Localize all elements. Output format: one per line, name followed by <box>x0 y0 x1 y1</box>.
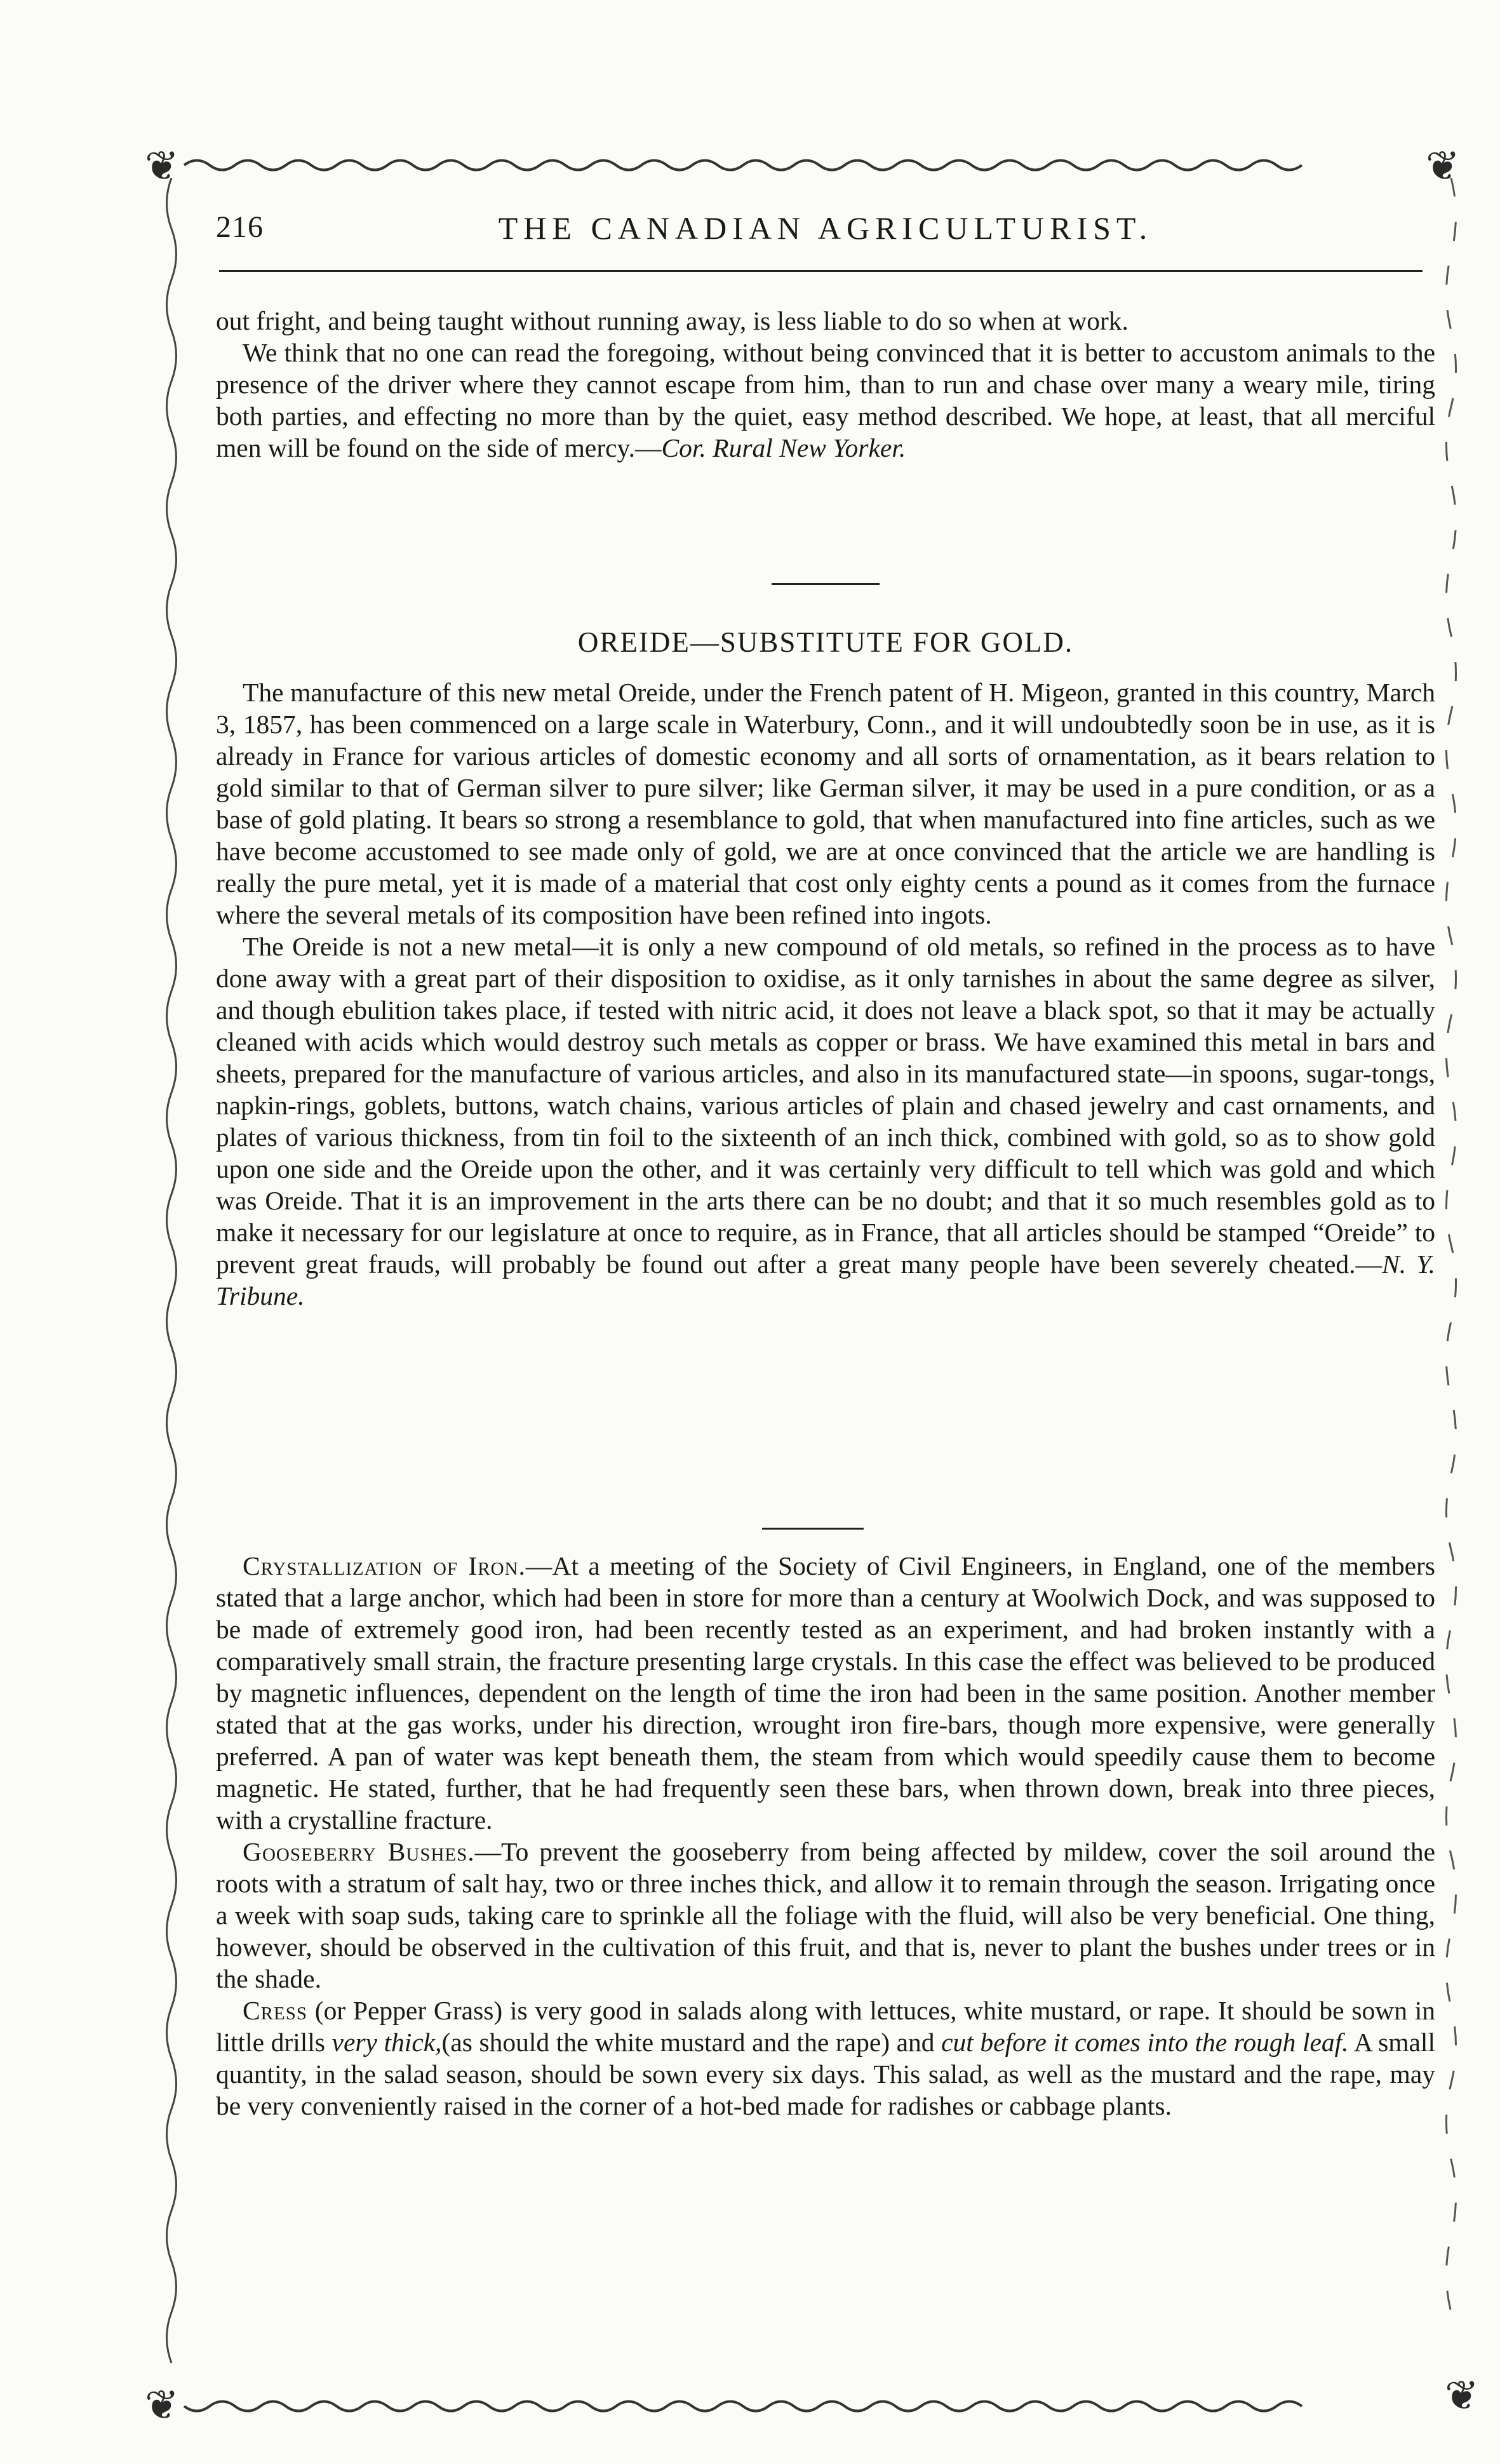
paragraph <box>216 1550 1435 1836</box>
ornament-corner-icon: ❦ <box>145 144 179 189</box>
paragraph <box>216 1995 1435 2122</box>
page-header <box>216 210 1435 260</box>
paragraph <box>216 931 1435 1312</box>
paragraph-heading: Crystallization of Iron. <box>243 1551 526 1580</box>
paragraph-italic: very thick, <box>331 2028 442 2057</box>
ornament-border-bottom <box>146 2393 1353 2419</box>
ornament-corner-icon: ❦ <box>1426 144 1460 189</box>
paragraph <box>216 337 1435 464</box>
section-divider <box>762 1528 864 1530</box>
miscellany <box>216 1550 1435 2122</box>
ornament-border-top <box>146 152 1353 178</box>
article-title: OREIDE—SUBSTITUTE FOR GOLD. <box>577 626 1074 658</box>
paragraph-text: We think that no one can read the foregoing, without being convinced that it is better to accustom animals to the presence of the driver where they cannot escape from him, than to run and chase over many a weary mile, tiring both parties, and effecting no more than by the quiet, easy method described. We hope, at least, that all merciful men will be found on the side of mercy.— <box>216 338 1435 462</box>
page-number: 216 <box>216 210 264 244</box>
header-rule <box>219 270 1423 272</box>
paragraph-heading: Cress <box>243 1996 307 2025</box>
paragraph-text: —To prevent the gooseberry from being affected by mildew, cover the soil around the roots with a stratum of salt hay, two or three inches thick, and allow it to remain through the season. Irrigating once a week with soap suds, taking care to sprinkle all the foliage with the fluid, will also be very beneficial. One thing, however, should be observed in the cultivation of this fruit, and that is, never to plant the bushes under trees or in the shade. <box>216 1837 1435 1993</box>
paragraph: The manufacture of this new metal Oreide, under the French patent of H. Migeon, granted in this country, March 3, 1857, has been commenced on a large scale in Waterbury, Conn., and it will undoubtedly soon be in use, as it is already in France for various articles of domestic economy and all sorts of ornamentation, as it bears relation to gold similar to that of German silver to pure silver; like German silver, it may be used in a pure condition, or as a base of gold plating. It bears so strong a resemblance to gold, that when manufactured into fine articles, such as we have become accustomed to see made only of gold, we are at once convinced that the article we are handling is really the pure metal, yet it is made of a material that cost only eighty cents a pound as it comes from the furnace where the several metals of its composition have been refined into ingots. <box>216 678 1435 929</box>
running-head: THE CANADIAN AGRICULTURIST. <box>498 210 1153 246</box>
paragraph: out fright, and being taught without running away, is less liable to do so when at work. <box>216 306 1128 335</box>
ornament-border-left <box>152 178 184 2401</box>
paragraph-text: A small quantity, in the salad season, should be sown every six days. This salad, as well as the mustard and the rape, may be very conveniently raised in the corner of a hot-bed made for radishes or cabbage plants. <box>216 2028 1435 2120</box>
paragraph-text: (as should the white mustard and the rape) and <box>441 2028 942 2057</box>
paragraph-text: —At a meeting of the Society of Civil Engineers, in England, one of the members stated that a large anchor, which had been in store for more than a century at Woolwich Dock, and was supposed to be made of extremely good iron, had been recently tested as an experiment, and had broken instantly with a comparatively small strain, the fracture presenting large crystals. In this case the effect was believed to be produced by magnetic influences, dependent on the length of time the iron had been in the same position. Another member stated that at the gas works, under his direction, wrought iron fire-bars, though more expensive, were generally preferred. A pan of water was kept beneath them, the steam from which would speedily cause them to become magnetic. He stated, further, that he had frequently seen these bars, when thrown down, break into three pieces, with a crystalline fracture. <box>216 1551 1435 1835</box>
paragraph-italic: cut before it comes into the rough leaf. <box>941 2028 1349 2057</box>
oreide-article <box>216 677 1435 1312</box>
paragraph <box>216 1836 1435 1995</box>
section-divider <box>772 583 880 585</box>
source-citation: N. Y. Tribune. <box>216 1249 1435 1310</box>
ornament-corner-icon: ❦ <box>1445 2373 1479 2418</box>
paragraph-text: (or Pepper Grass) is very good in salads along with lettuces, white mustard, or rape. It should be sown in little drills <box>216 1996 1435 2057</box>
ornament-corner-icon: ❦ <box>145 2383 179 2428</box>
paragraph-text: The Oreide is not a new metal—it is only a new compound of old metals, so refined in the process as to have done away with a great part of their disposition to oxidise, as it only tarnishes in about the same degree as silver, and though ebulition takes place, if tested with nitric acid, it does not leave a black spot, so that it may be actually cleaned with acids which would destroy such metals as copper or brass. We have examined this metal in bars and sheets, prepared for the manufacture of various articles, and also in its manufactured state—in spoons, sugar-tongs, napkin-rings, goblets, buttons, watch chains, various articles of plain and chased jewelry and cast ornaments, and plates of various thickness, from tin foil to the sixteenth of an inch thick, combined with gold, so as to show gold upon one side and the Oreide upon the other, and it was certainly very difficult to tell which was gold and which was Oreide. That it is an improvement in the arts there can be no doubt; and that it so much resembles gold as to make it necessary for our legislature at once to require, as in France, that all articles should be stamped “Oreide” to prevent great frauds, will probably be found out after a great many people have been severely cheated.— <box>216 932 1435 1279</box>
paragraph-heading: Gooseberry Bushes. <box>243 1837 475 1866</box>
source-citation: Cor. Rural New Yorker. <box>661 433 906 462</box>
intro-text <box>216 305 1435 464</box>
